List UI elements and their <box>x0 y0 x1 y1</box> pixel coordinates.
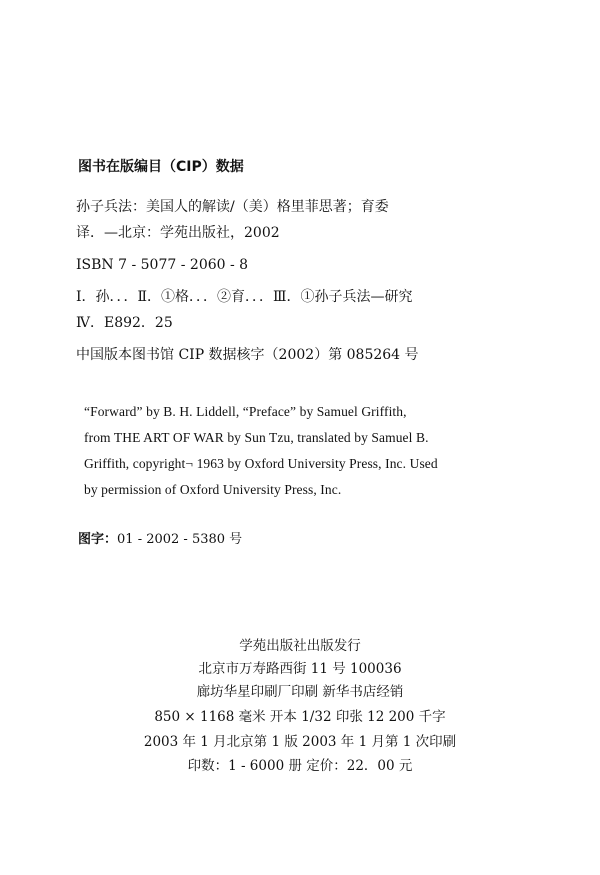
colophon-print-run-price: 印数：1 - 6000 册 定价：22．00 元 <box>187 758 413 774</box>
copyright-line-4: by permission of Oxford University Press, Inc. <box>84 482 342 497</box>
copyright-line-1: “Forward” by B. H. Liddell, “Preface” by Samuel Griffith, <box>84 404 407 419</box>
cip-isbn: ISBN 7 - 5077 - 2060 - 8 <box>76 257 249 273</box>
colophon-publisher: 学苑出版社出版发行 <box>239 638 361 654</box>
permit-value: 01 - 2002 - 5380 号 <box>117 532 243 547</box>
colophon-format: 850 × 1168 毫米 开本 1/32 印张 12 200 千字 <box>154 709 446 725</box>
colophon-printer: 廊坊华星印刷厂印刷 新华书店经销 <box>196 684 404 700</box>
cip-bibliographic-line-1: 孙子兵法：美国人的解读/（美）格里菲思著；育委 <box>76 199 389 215</box>
copyright-line-3: Griffith, copyright¬ 1963 by Oxford University Press, Inc. Used <box>84 456 438 471</box>
cip-bibliographic-line-2: 译．—北京：学苑出版社，2002 <box>76 225 280 241</box>
permit-label: 图字： <box>78 532 118 547</box>
colophon-address: 北京市万寿路西街 11 号 100036 <box>198 661 402 677</box>
cip-record-number: 中国版本图书馆 CIP 数据核字（2002）第 085264 号 <box>76 347 419 363</box>
copyright-line-2: from THE ART OF WAR by Sun Tzu, translated by Samuel B. <box>84 430 429 445</box>
colophon-edition: 2003 年 1 月北京第 1 版 2003 年 1 月第 1 次印刷 <box>143 734 457 750</box>
cip-title: 图书在版编目（CIP）数据 <box>78 159 244 175</box>
cip-classification-line-2: Ⅳ．E892．25 <box>76 315 173 331</box>
cip-classification-line-1: Ⅰ．孙．．．Ⅱ．①格．．．②育．．．Ⅲ．①孙子兵法—研究 <box>76 289 413 305</box>
permit-number <box>78 533 242 546</box>
